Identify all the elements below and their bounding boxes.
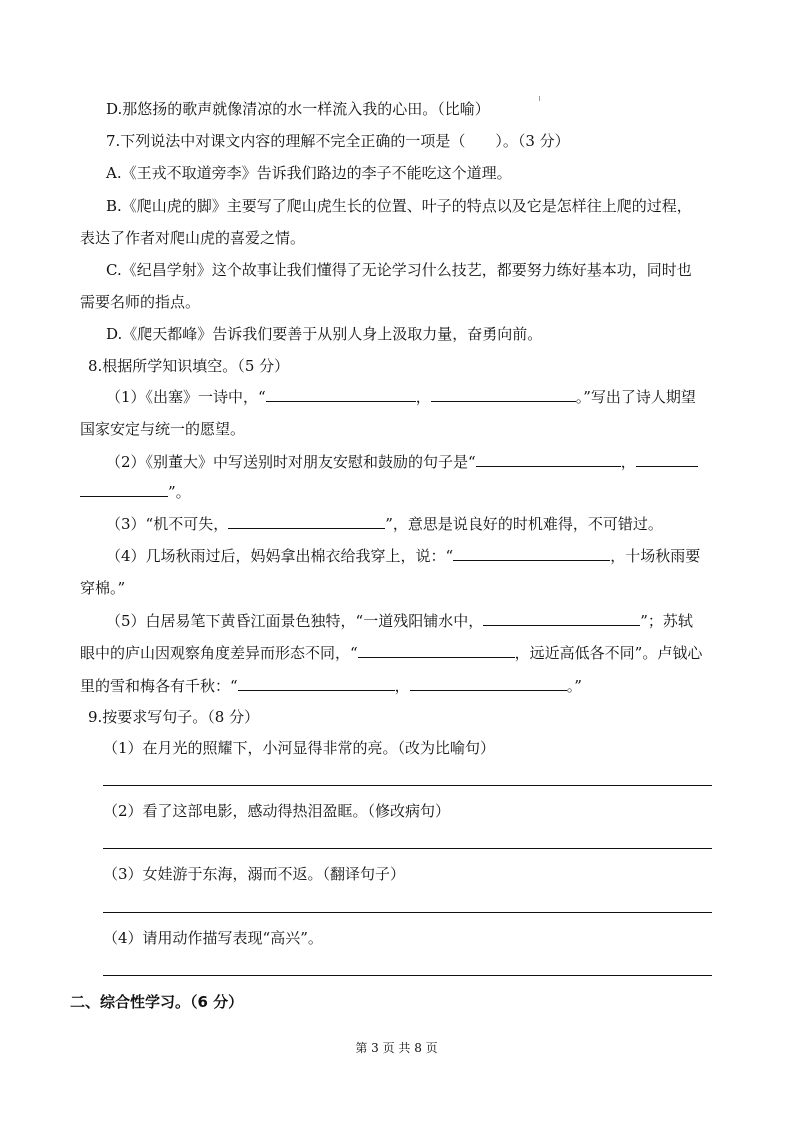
q8-item3-text: （3）“机不可失， [106,515,229,533]
q8-item5-text: ， [394,677,410,695]
q8-item2-text: （2）《别董大》中写送别时对朋友安慰和鼓励的句子是“ [106,453,476,471]
answer-blank[interactable] [476,451,621,467]
answer-blank[interactable] [453,545,610,561]
q8-item1-text: ， [415,388,431,406]
q7-option-b-line2: 表达了作者对爬山虎的喜爱之情。 [80,229,306,247]
q8-item4-text: ，十场秋雨要 [610,547,701,565]
q8-item5-text: （5）白居易笔下黄昏江面景色独特，“一道残阳铺水中， [106,612,484,630]
q8-item3-text: ”，意思是说良好的时机难得，不可错过。 [385,515,663,533]
q8-item5 [106,610,693,631]
q8-item2-text: ， [620,453,636,471]
answer-blank[interactable] [358,642,515,658]
answer-line[interactable] [103,912,712,913]
answer-line[interactable] [103,975,712,976]
q9-item1: （1）在月光的照耀下，小河显得非常的亮。（改为比喻句） [103,739,496,757]
answer-blank[interactable] [410,675,567,691]
q7-stem: 7.下列说法中对课文内容的理解不完全正确的一项是（ ）。（3 分） [106,132,570,150]
q7-option-c-line1: C.《纪昌学射》这个故事让我们懂得了无论学习什么技艺，都要努力练好基本功，同时也 [106,261,692,279]
q8-item5-text: ，远近高低各不同”。卢钺心 [514,644,703,662]
answer-blank[interactable] [483,610,640,626]
section-heading: 二、综合性学习。（6 分） [70,993,244,1011]
q7-option-b-line1: B.《爬山虎的脚》主要写了爬山虎生长的位置、叶子的特点以及它是怎样往上爬的过程， [106,197,692,215]
answer-blank[interactable] [80,481,168,497]
answer-line[interactable] [103,785,712,786]
q7-option-c-line2: 需要名师的指点。 [80,293,201,311]
answer-blank[interactable] [238,675,395,691]
q8-item2 [106,451,698,472]
q8-stem: 8.根据所学知识填空。（5 分） [88,357,290,375]
q6-option-d: D.那悠扬的歌声就像清凉的水一样流入我的心田。（比喻） [106,100,490,118]
page-footer: 第 3 页 共 8 页 [355,1041,438,1055]
q8-item5-text: 眼中的庐山因观察角度差异而形态不同，“ [80,644,358,662]
q9-item2: （2）看了这部电影，感动得热泪盈眶。（修改病句） [103,802,451,820]
q8-item1-text: 。”写出了诗人期望 [575,388,696,406]
q7-option-a: A.《王戎不取道旁李》告诉我们路边的李子不能吃这个道理。 [106,164,512,182]
q8-item2-text: ”。 [168,483,191,501]
q8-item4-line2: 穿棉。” [80,579,126,597]
scan-mark [539,96,540,101]
q8-item5-text: ”；苏轼 [640,612,693,630]
q8-item5-line2 [80,642,702,663]
q8-item2-line2 [80,481,191,502]
q8-item5-line3 [80,675,582,696]
answer-blank[interactable] [636,451,698,467]
q9-item4: （4）请用动作描写表现“高兴”。 [103,929,323,947]
q8-item4 [106,545,700,566]
q8-item1-text: （1）《出塞》一诗中，“ [106,388,266,406]
q7-option-d: D.《爬天都峰》告诉我们要善于从别人身上汲取力量，奋勇向前。 [106,325,543,343]
answer-line[interactable] [103,848,712,849]
q9-item3: （3）女娃游于东海，溺而不返。（翻译句子） [103,865,406,883]
q8-item1-line2: 国家安定与统一的愿望。 [80,420,246,438]
answer-blank[interactable] [431,386,576,402]
q8-item3 [106,513,663,534]
q8-item1 [106,386,696,407]
answer-blank[interactable] [266,386,416,402]
q8-item4-text: （4）几场秋雨过后，妈妈拿出棉衣给我穿上，说：“ [106,547,454,565]
q8-item5-text: 。” [566,677,582,695]
answer-blank[interactable] [228,513,385,529]
q8-item5-text: 里的雪和梅各有千秋：“ [80,677,238,695]
q9-stem: 9.按要求写句子。（8 分） [88,708,260,726]
